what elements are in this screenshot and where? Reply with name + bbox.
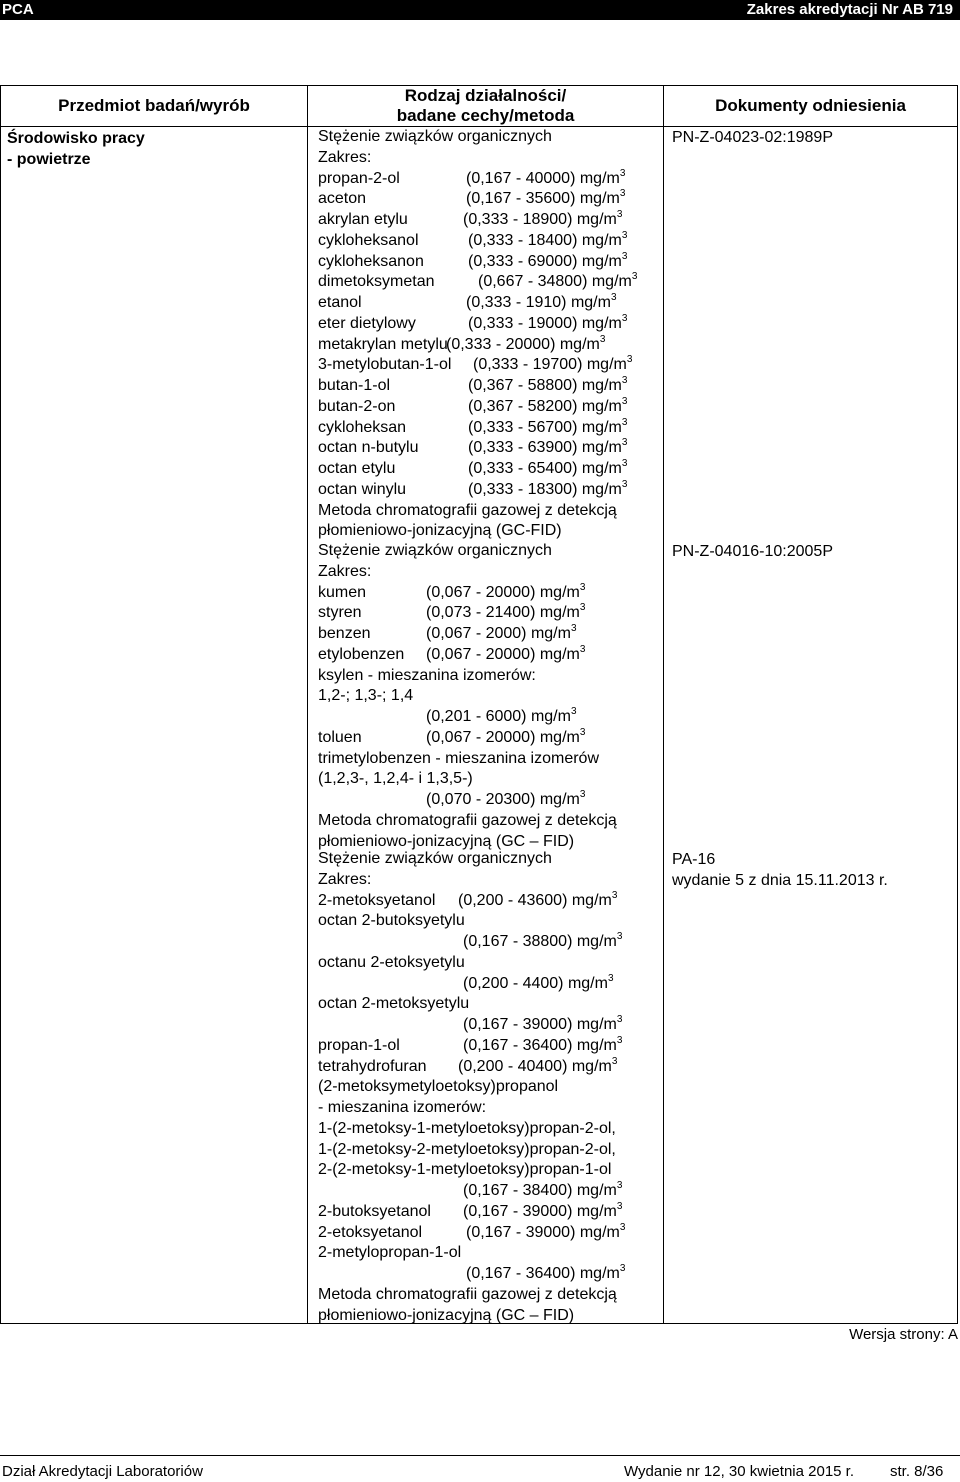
compound-row bbox=[318, 666, 658, 687]
concentration-range bbox=[426, 645, 585, 666]
method-description: płomieniowo-jonizacyjną (GC – FID) bbox=[318, 832, 575, 850]
compound-row bbox=[318, 932, 658, 953]
compound-name: etylobenzen bbox=[318, 645, 405, 663]
concentration-range bbox=[473, 355, 632, 376]
range-value: (0,167 - 39000) mg/m bbox=[466, 1223, 620, 1241]
compound-row bbox=[318, 1243, 658, 1264]
method-description: płomieniowo-jonizacyjną (GC-FID) bbox=[318, 522, 562, 540]
compound-row bbox=[318, 169, 658, 190]
unit-exponent: 3 bbox=[621, 250, 628, 262]
compound-name: 3-metylobutan-1-ol bbox=[318, 356, 452, 374]
column-header-documents: Dokumenty odniesienia bbox=[715, 96, 906, 115]
compound-row bbox=[318, 624, 658, 645]
header-left: PCA bbox=[2, 1, 34, 18]
compound-name: toluen bbox=[318, 728, 362, 746]
compound-row bbox=[318, 272, 658, 293]
unit-exponent: 3 bbox=[579, 581, 586, 593]
range-value: (0,067 - 2000) mg/m bbox=[426, 625, 571, 642]
compound-name: octan winylu bbox=[318, 480, 407, 498]
unit-exponent: 3 bbox=[619, 167, 626, 179]
column-divider bbox=[663, 86, 664, 1323]
unit-exponent: 3 bbox=[616, 1200, 623, 1212]
compound-name: 1,2-; 1,3-; 1,4 bbox=[318, 687, 414, 705]
compound-row bbox=[318, 769, 658, 790]
compound-row bbox=[318, 314, 658, 335]
range-value: (0,067 - 20000) mg/m bbox=[426, 645, 580, 663]
concentration-range bbox=[468, 480, 627, 501]
compound-row bbox=[318, 376, 658, 397]
compound-name: 1-(2-metoksy-1-metyloetoksy)propan-2-ol, bbox=[318, 1119, 616, 1137]
range-value: (0,333 - 1910) mg/m bbox=[466, 294, 611, 311]
compound-row bbox=[318, 790, 658, 811]
range-value: (0,167 - 38400) mg/m bbox=[463, 1182, 617, 1199]
concentration-range bbox=[468, 252, 627, 273]
compound-name: trimetylobenzen - mieszanina izomerów bbox=[318, 749, 599, 767]
unit-exponent: 3 bbox=[579, 789, 586, 800]
document-code: PN-Z-04016-10:2005P bbox=[672, 543, 833, 560]
range-value: (0,167 - 38800) mg/m bbox=[463, 933, 617, 950]
column-header-activity-line1: Rodzaj działalności/ bbox=[404, 86, 567, 105]
compound-row bbox=[318, 911, 658, 932]
compound-row bbox=[318, 1223, 658, 1244]
concentration-range bbox=[458, 1057, 617, 1078]
range-value: (0,073 - 21400) mg/m bbox=[426, 604, 580, 622]
compound-row bbox=[318, 480, 658, 501]
concentration-range bbox=[463, 1202, 622, 1223]
concentration-range bbox=[466, 1223, 625, 1244]
compound-name: propan-1-ol bbox=[318, 1036, 400, 1054]
range-value: (0,333 - 18400) mg/m bbox=[468, 231, 622, 249]
concentration-range bbox=[468, 376, 627, 397]
unit-exponent: 3 bbox=[607, 972, 614, 984]
range-value: (0,167 - 35600) mg/m bbox=[466, 190, 620, 208]
compound-name: 1-(2-metoksy-2-metyloetoksy)propan-2-ol, bbox=[318, 1140, 616, 1158]
concentration-range bbox=[463, 1181, 622, 1202]
concentration-range bbox=[466, 189, 625, 210]
footer-left: Dział Akredytacji Laboratoriów bbox=[2, 1463, 203, 1480]
compound-row bbox=[318, 397, 658, 418]
footer-divider bbox=[0, 1455, 960, 1456]
column-header-subject: Przedmiot badań/wyrób bbox=[58, 96, 250, 115]
compound-name: (1,2,3-, 1,2,4- i 1,3,5-) bbox=[318, 770, 473, 788]
unit-exponent: 3 bbox=[619, 1263, 626, 1274]
unit-exponent: 3 bbox=[579, 602, 586, 614]
range-value: (0,333 - 18900) mg/m bbox=[463, 211, 617, 228]
range-value: (0,333 - 18300) mg/m bbox=[468, 480, 622, 498]
concentration-range bbox=[466, 169, 625, 190]
concentration-range bbox=[463, 1036, 622, 1057]
range-value: (0,333 - 19700) mg/m bbox=[473, 356, 627, 374]
compound-row bbox=[318, 1202, 658, 1223]
unit-exponent: 3 bbox=[611, 1055, 618, 1067]
document-ref-1 bbox=[672, 128, 833, 149]
compound-name: octan n-butylu bbox=[318, 439, 419, 457]
range-label: Zakres: bbox=[318, 562, 372, 580]
unit-exponent: 3 bbox=[621, 375, 628, 386]
compound-row bbox=[318, 645, 658, 666]
compound-name: octan etylu bbox=[318, 460, 396, 477]
compound-row bbox=[318, 1160, 658, 1181]
range-value: (0,367 - 58800) mg/m bbox=[468, 377, 622, 394]
compound-name: etanol bbox=[318, 294, 362, 311]
range-value: (0,167 - 39000) mg/m bbox=[463, 1016, 617, 1033]
compound-row bbox=[318, 1264, 658, 1285]
compound-name: octanu 2-etoksyetylu bbox=[318, 953, 465, 971]
compound-row bbox=[318, 583, 658, 604]
unit-exponent: 3 bbox=[621, 437, 628, 449]
range-label: Zakres: bbox=[318, 870, 372, 888]
concentration-range bbox=[426, 790, 585, 811]
concentration-range bbox=[426, 728, 585, 749]
range-value: (0,667 - 34800) mg/m bbox=[478, 273, 632, 291]
range-value: (0,200 - 40400) mg/m bbox=[458, 1057, 612, 1075]
compound-row bbox=[318, 953, 658, 974]
method-description: płomieniowo-jonizacyjną (GC – FID) bbox=[318, 1306, 575, 1324]
footer-right: str. 8/36 bbox=[890, 1463, 944, 1480]
compound-name: cykloheksanol bbox=[318, 231, 419, 249]
compound-row bbox=[318, 603, 658, 624]
compound-row bbox=[318, 686, 658, 707]
concentration-range bbox=[463, 1015, 622, 1036]
unit-exponent: 3 bbox=[621, 458, 628, 469]
compound-row bbox=[318, 252, 658, 273]
range-value: (0,167 - 36400) mg/m bbox=[466, 1265, 620, 1282]
unit-exponent: 3 bbox=[616, 1180, 623, 1191]
column-header-activity-line2: badane cechy/metoda bbox=[396, 106, 575, 125]
concentration-range bbox=[426, 603, 585, 624]
section-title: Stężenie związków organicznych bbox=[318, 128, 552, 145]
column-divider bbox=[307, 86, 308, 1323]
range-value: (0,333 - 63900) mg/m bbox=[468, 439, 622, 457]
compound-row bbox=[318, 707, 658, 728]
concentration-range bbox=[426, 707, 577, 728]
compound-name: 2-(2-metoksy-1-metyloetoksy)propan-1-ol bbox=[318, 1161, 612, 1179]
concentration-range bbox=[468, 459, 627, 480]
range-value: (0,067 - 20000) mg/m bbox=[426, 728, 580, 746]
range-value: (0,070 - 20300) mg/m bbox=[426, 791, 580, 808]
compound-row bbox=[318, 1057, 658, 1078]
document-code: PA-16 bbox=[672, 851, 716, 868]
compound-name: tetrahydrofuran bbox=[318, 1057, 427, 1075]
header-right: Zakres akredytacji Nr AB 719 bbox=[746, 1, 953, 18]
compound-row bbox=[318, 293, 658, 314]
compound-row bbox=[318, 418, 658, 439]
compound-row bbox=[318, 335, 658, 356]
unit-exponent: 3 bbox=[619, 188, 626, 200]
unit-exponent: 3 bbox=[579, 643, 586, 655]
document-code: PN-Z-04023-02:1989P bbox=[672, 129, 833, 146]
compound-row bbox=[318, 1098, 658, 1119]
compound-name: aceton bbox=[318, 190, 367, 208]
range-value: (0,333 - 65400) mg/m bbox=[468, 460, 622, 477]
concentration-range bbox=[466, 293, 617, 314]
compound-row bbox=[318, 1077, 658, 1098]
compound-name: (2-metoksymetyloetoksy)propanol bbox=[318, 1078, 559, 1096]
compound-row bbox=[318, 994, 658, 1015]
range-value: (0,067 - 20000) mg/m bbox=[426, 583, 580, 601]
compound-row bbox=[318, 1140, 658, 1161]
range-value: (0,201 - 6000) mg/m bbox=[426, 708, 571, 725]
compound-name: octan 2-butoksyetylu bbox=[318, 912, 465, 930]
compound-name: metakrylan metylu bbox=[318, 335, 448, 353]
compound-row bbox=[318, 189, 658, 210]
unit-exponent: 3 bbox=[570, 706, 577, 717]
range-label: Zakres: bbox=[318, 148, 372, 166]
concentration-range bbox=[458, 891, 617, 912]
compound-row bbox=[318, 728, 658, 749]
concentration-range bbox=[463, 210, 622, 231]
compound-name: ksylen - mieszanina izomerów: bbox=[318, 666, 536, 684]
document-ref-2 bbox=[672, 542, 833, 563]
unit-exponent: 3 bbox=[621, 395, 628, 407]
range-value: (0,367 - 58200) mg/m bbox=[468, 397, 622, 415]
unit-exponent: 3 bbox=[626, 354, 633, 366]
method-section-3 bbox=[318, 849, 658, 1326]
compound-row bbox=[318, 231, 658, 252]
range-value: (0,333 - 69000) mg/m bbox=[468, 252, 622, 270]
compound-row bbox=[318, 438, 658, 459]
concentration-range bbox=[478, 272, 637, 293]
concentration-range bbox=[426, 624, 577, 645]
range-value: (0,333 - 19000) mg/m bbox=[468, 314, 622, 332]
compound-row bbox=[318, 1036, 658, 1057]
compound-row bbox=[318, 974, 658, 995]
method-description: Metoda chromatografii gazowej z detekcją bbox=[318, 811, 617, 829]
page-version: Wersja strony: A bbox=[849, 1326, 958, 1343]
concentration-range bbox=[468, 438, 627, 459]
compound-name: butan-2-on bbox=[318, 397, 396, 415]
document-ref-3 bbox=[672, 850, 888, 892]
unit-exponent: 3 bbox=[599, 333, 606, 345]
unit-exponent: 3 bbox=[611, 889, 618, 901]
compound-name: cykloheksan bbox=[318, 418, 407, 436]
column-header-activity bbox=[308, 86, 663, 126]
unit-exponent: 3 bbox=[621, 478, 628, 490]
unit-exponent: 3 bbox=[570, 623, 577, 634]
footer-middle: Wydanie nr 12, 30 kwietnia 2015 r. bbox=[624, 1463, 855, 1480]
compound-name: octan 2-metoksyetylu bbox=[318, 995, 470, 1013]
subject-line2: - powietrze bbox=[7, 151, 91, 168]
range-value: (0,200 - 4400) mg/m bbox=[463, 974, 608, 992]
range-value: (0,167 - 40000) mg/m bbox=[466, 169, 620, 187]
range-value: (0,333 - 56700) mg/m bbox=[468, 418, 622, 436]
range-value: (0,200 - 43600) mg/m bbox=[458, 891, 612, 909]
compound-name: akrylan etylu bbox=[318, 211, 408, 228]
concentration-range bbox=[426, 583, 585, 604]
concentration-range bbox=[468, 314, 627, 335]
concentration-range bbox=[466, 1264, 625, 1285]
unit-exponent: 3 bbox=[621, 416, 628, 428]
compound-name: 2-etoksyetanol bbox=[318, 1223, 423, 1241]
unit-exponent: 3 bbox=[610, 292, 617, 303]
section-title: Stężenie związków organicznych bbox=[318, 850, 552, 867]
compound-name: styren bbox=[318, 604, 362, 622]
subject-cell bbox=[7, 128, 145, 170]
concentration-range bbox=[463, 974, 614, 995]
compound-name: dimetoksymetan bbox=[318, 273, 435, 291]
concentration-range bbox=[468, 418, 627, 439]
compound-name: kumen bbox=[318, 583, 367, 601]
unit-exponent: 3 bbox=[631, 271, 638, 283]
section-title: Stężenie związków organicznych bbox=[318, 542, 552, 559]
compound-name: butan-1-ol bbox=[318, 377, 391, 394]
subject-line1: Środowisko pracy bbox=[7, 130, 145, 147]
compound-row bbox=[318, 1015, 658, 1036]
method-description: Metoda chromatografii gazowej z detekcją bbox=[318, 501, 617, 519]
concentration-range bbox=[463, 932, 622, 953]
compound-name: - mieszanina izomerów: bbox=[318, 1099, 487, 1116]
unit-exponent: 3 bbox=[621, 229, 628, 241]
method-section-2 bbox=[318, 541, 658, 852]
range-value: (0,167 - 36400) mg/m bbox=[463, 1036, 617, 1054]
concentration-range bbox=[446, 335, 605, 356]
compound-row bbox=[318, 891, 658, 912]
method-section-1 bbox=[318, 127, 658, 542]
method-description: Metoda chromatografii gazowej z detekcją bbox=[318, 1285, 617, 1303]
compound-row bbox=[318, 1119, 658, 1140]
concentration-range bbox=[468, 397, 627, 418]
compound-name: cykloheksanon bbox=[318, 252, 424, 270]
unit-exponent: 3 bbox=[579, 726, 586, 738]
compound-name: eter dietylowy bbox=[318, 314, 416, 332]
compound-row bbox=[318, 210, 658, 231]
compound-name: 2-metylopropan-1-ol bbox=[318, 1244, 462, 1262]
concentration-range bbox=[468, 231, 627, 252]
compound-row bbox=[318, 459, 658, 480]
range-value: (0,167 - 39000) mg/m bbox=[463, 1202, 617, 1220]
compound-name: 2-butoksyetanol bbox=[318, 1202, 431, 1220]
unit-exponent: 3 bbox=[621, 312, 628, 324]
unit-exponent: 3 bbox=[616, 1014, 623, 1025]
compound-row bbox=[318, 749, 658, 770]
unit-exponent: 3 bbox=[616, 209, 623, 220]
compound-row bbox=[318, 355, 658, 376]
compound-row bbox=[318, 1181, 658, 1202]
header-bar bbox=[0, 0, 960, 20]
range-value: (0,333 - 20000) mg/m bbox=[446, 335, 600, 353]
compound-name: propan-2-ol bbox=[318, 169, 400, 187]
unit-exponent: 3 bbox=[616, 931, 623, 942]
document-edition: wydanie 5 z dnia 15.11.2013 r. bbox=[672, 871, 888, 889]
compound-name: benzen bbox=[318, 625, 371, 642]
unit-exponent: 3 bbox=[616, 1034, 623, 1046]
compound-name: 2-metoksyetanol bbox=[318, 891, 436, 909]
unit-exponent: 3 bbox=[619, 1221, 626, 1233]
